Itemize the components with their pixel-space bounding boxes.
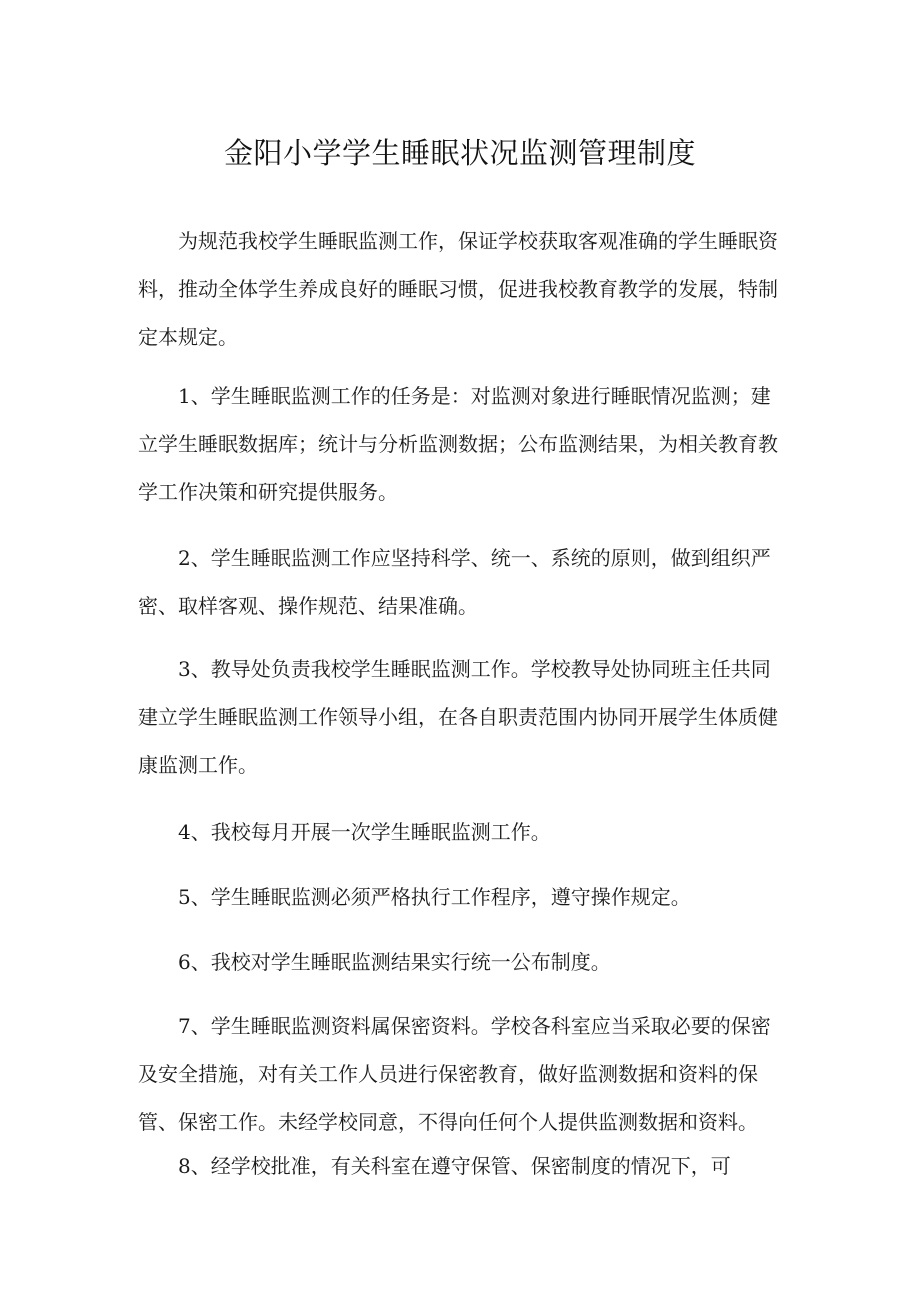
clause-5-paragraph: 5、学生睡眠监测必须严格执行工作程序，遵守操作规定。 (178, 885, 691, 909)
clause-3-paragraph: 3、教导处负责我校学生睡眠监测工作。学校教导处协同班主任共同建立学生睡眠监测工作领导小组，在各自职责范围内协同开展学生体质健康监测工作。 (138, 657, 778, 777)
clause-2-paragraph: 2、学生睡眠监测工作应坚持科学、统一、系统的原则，做到组织严密、取样客观、操作规范、结果准确。 (138, 546, 771, 618)
document-title: 金阳小学学生睡眠状况监测管理制度 (223, 136, 696, 170)
clause-1-paragraph: 1、学生睡眠监测工作的任务是：对监测对象进行睡眠情况监测；建立学生睡眠数据库；统计与分析监测数据；公布监测结果，为相关教育教学工作决策和研究提供服务。 (138, 384, 778, 504)
clause-6-paragraph: 6、我校对学生睡眠监测结果实行统一公布制度。 (178, 950, 611, 974)
clause-7-paragraph: 7、学生睡眠监测资料属保密资料。学校各科室应当采取必要的保密及安全措施，对有关工作人员进行保密教育，做好监测数据和资料的保管、保密工作。未经学校同意，不得向任何个人提供监测数据和资料。 (138, 1014, 771, 1134)
clause-8-paragraph: 8、经学校批准，有关科室在遵守保管、保密制度的情况下，可 (178, 1154, 731, 1178)
clause-4-paragraph: 4、我校每月开展一次学生睡眠监测工作。 (178, 820, 551, 844)
intro-paragraph: 为规范我校学生睡眠监测工作，保证学校获取客观准确的学生睡眠资料，推动全体学生养成良好的睡眠习惯，促进我校教育教学的发展，特制定本规定。 (138, 229, 778, 349)
